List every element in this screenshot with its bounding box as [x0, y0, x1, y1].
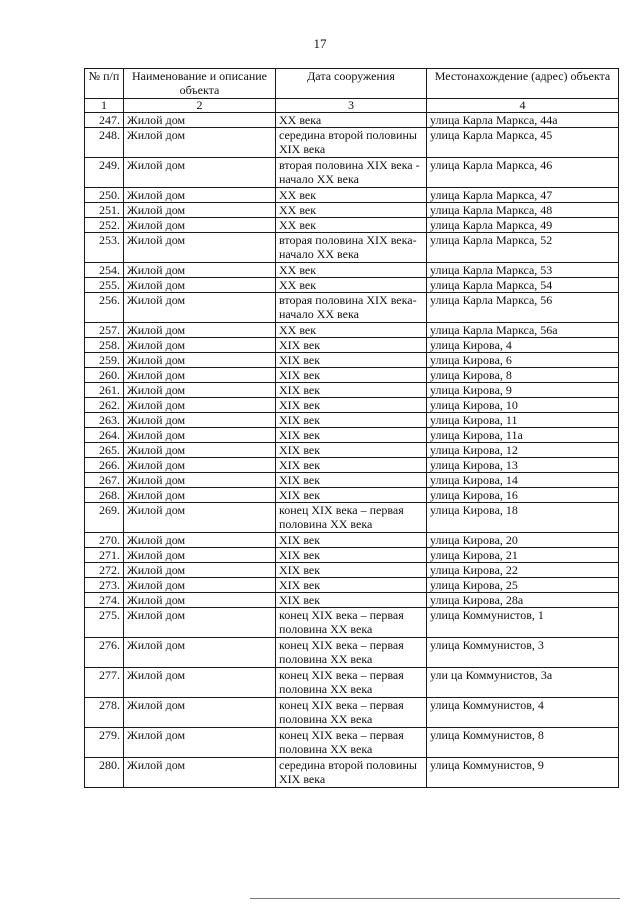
- header-location: Местонахождение (адрес) объекта: [427, 69, 619, 99]
- construction-date: XX век: [276, 218, 427, 233]
- construction-date: XIX век: [276, 413, 427, 428]
- table-row: [85, 353, 619, 368]
- row-number: 256.: [85, 293, 124, 323]
- address: улица Кирова, 18: [427, 503, 619, 533]
- row-number: 279.: [85, 728, 124, 758]
- column-number: 1: [85, 99, 124, 113]
- object-name: Жилой дом: [124, 428, 276, 443]
- scan-edge-line: [250, 898, 620, 899]
- table-row: [85, 728, 619, 758]
- column-number: 2: [124, 99, 276, 113]
- object-name: Жилой дом: [124, 458, 276, 473]
- row-number: 261.: [85, 383, 124, 398]
- row-number: 264.: [85, 428, 124, 443]
- address: улица Кирова, 14: [427, 473, 619, 488]
- object-name: Жилой дом: [124, 278, 276, 293]
- object-name: Жилой дом: [124, 593, 276, 608]
- construction-date: конец XIX века – первая половина XX века: [276, 668, 427, 698]
- row-number: 247.: [85, 113, 124, 128]
- address: улица Кирова, 9: [427, 383, 619, 398]
- row-number: 271.: [85, 548, 124, 563]
- row-number: 275.: [85, 608, 124, 638]
- row-number: 253.: [85, 233, 124, 263]
- address: улица Коммунистов, 4: [427, 698, 619, 728]
- row-number: 257.: [85, 323, 124, 338]
- table-row: [85, 638, 619, 668]
- construction-date: XIX век: [276, 458, 427, 473]
- address: улица Карла Маркса, 53: [427, 263, 619, 278]
- construction-date: XIX век: [276, 488, 427, 503]
- object-name: Жилой дом: [124, 473, 276, 488]
- object-name: Жилой дом: [124, 413, 276, 428]
- address: улица Карла Маркса, 44а: [427, 113, 619, 128]
- table-row: [85, 158, 619, 188]
- construction-date: XIX век: [276, 563, 427, 578]
- table-row: [85, 488, 619, 503]
- address: улица Кирова, 20: [427, 533, 619, 548]
- address: улица Кирова, 28а: [427, 593, 619, 608]
- construction-date: XIX век: [276, 533, 427, 548]
- object-name: Жилой дом: [124, 383, 276, 398]
- construction-date: XIX век: [276, 368, 427, 383]
- table-row: [85, 233, 619, 263]
- row-number: 263.: [85, 413, 124, 428]
- construction-date: XX век: [276, 203, 427, 218]
- table-row: [85, 503, 619, 533]
- address: ули ца Коммунистов, 3а: [427, 668, 619, 698]
- object-name: Жилой дом: [124, 188, 276, 203]
- table-row: [85, 293, 619, 323]
- address: улица Коммунистов, 3: [427, 638, 619, 668]
- construction-date: конец XIX века – первая половина XX века: [276, 608, 427, 638]
- address: улица Карла Маркса, 46: [427, 158, 619, 188]
- address: улица Коммунистов, 9: [427, 758, 619, 788]
- construction-date: XIX век: [276, 428, 427, 443]
- table-row: [85, 128, 619, 158]
- row-number: 278.: [85, 698, 124, 728]
- construction-date: вторая половина XIX века- начало XX века: [276, 233, 427, 263]
- object-name: Жилой дом: [124, 113, 276, 128]
- row-number: 250.: [85, 188, 124, 203]
- object-name: Жилой дом: [124, 548, 276, 563]
- row-number: 273.: [85, 578, 124, 593]
- row-number: 251.: [85, 203, 124, 218]
- address: улица Карла Маркса, 52: [427, 233, 619, 263]
- construction-date: конец XIX века – первая половина XX века: [276, 728, 427, 758]
- address: улица Кирова, 22: [427, 563, 619, 578]
- construction-date: конец XIX века – первая половина XX века: [276, 503, 427, 533]
- table-row: [85, 203, 619, 218]
- table-header-row: [85, 69, 619, 99]
- address: улица Кирова, 11а: [427, 428, 619, 443]
- construction-date: XX век: [276, 188, 427, 203]
- object-name: Жилой дом: [124, 398, 276, 413]
- row-number: 254.: [85, 263, 124, 278]
- address: улица Кирова, 12: [427, 443, 619, 458]
- address: улица Карла Маркса, 56: [427, 293, 619, 323]
- table-row: [85, 473, 619, 488]
- address: улица Коммунистов, 8: [427, 728, 619, 758]
- table-row: [85, 323, 619, 338]
- object-name: Жилой дом: [124, 128, 276, 158]
- table-row: [85, 428, 619, 443]
- column-number: 4: [427, 99, 619, 113]
- object-name: Жилой дом: [124, 668, 276, 698]
- row-number: 265.: [85, 443, 124, 458]
- construction-date: XIX век: [276, 338, 427, 353]
- object-name: Жилой дом: [124, 353, 276, 368]
- row-number: 258.: [85, 338, 124, 353]
- address: улица Кирова, 6: [427, 353, 619, 368]
- object-name: Жилой дом: [124, 488, 276, 503]
- object-name: Жилой дом: [124, 323, 276, 338]
- construction-date: вторая половина XIX века - начало XX века: [276, 158, 427, 188]
- row-number: 266.: [85, 458, 124, 473]
- row-number: 248.: [85, 128, 124, 158]
- table-row: [85, 563, 619, 578]
- construction-date: XIX век: [276, 473, 427, 488]
- address: улица Кирова, 10: [427, 398, 619, 413]
- row-number: 268.: [85, 488, 124, 503]
- table-row: [85, 698, 619, 728]
- object-name: Жилой дом: [124, 608, 276, 638]
- construction-date: XIX век: [276, 578, 427, 593]
- address: улица Карла Маркса, 56а: [427, 323, 619, 338]
- address: улица Кирова, 16: [427, 488, 619, 503]
- table-row: [85, 278, 619, 293]
- object-name: Жилой дом: [124, 293, 276, 323]
- column-number: 3: [276, 99, 427, 113]
- table-row: [85, 593, 619, 608]
- address: улица Кирова, 11: [427, 413, 619, 428]
- table-row: [85, 533, 619, 548]
- address: улица Карла Маркса, 45: [427, 128, 619, 158]
- address: улица Кирова, 8: [427, 368, 619, 383]
- page-number: 17: [313, 36, 327, 51]
- table-row: [85, 368, 619, 383]
- construction-date: XIX век: [276, 443, 427, 458]
- address: улица Карла Маркса, 49: [427, 218, 619, 233]
- object-name: Жилой дом: [124, 728, 276, 758]
- row-number: 272.: [85, 563, 124, 578]
- object-name: Жилой дом: [124, 233, 276, 263]
- row-number: 270.: [85, 533, 124, 548]
- object-name: Жилой дом: [124, 218, 276, 233]
- table-row: [85, 413, 619, 428]
- object-name: Жилой дом: [124, 503, 276, 533]
- row-number: 259.: [85, 353, 124, 368]
- row-number: 276.: [85, 638, 124, 668]
- row-number: 277.: [85, 668, 124, 698]
- object-name: Жилой дом: [124, 263, 276, 278]
- address: улица Кирова, 4: [427, 338, 619, 353]
- row-number: 252.: [85, 218, 124, 233]
- object-name: Жилой дом: [124, 203, 276, 218]
- object-name: Жилой дом: [124, 563, 276, 578]
- construction-date: XIX век: [276, 398, 427, 413]
- header-number: № п/п: [85, 69, 124, 99]
- table-row: [85, 398, 619, 413]
- construction-date: вторая половина XIX века- начало XX века: [276, 293, 427, 323]
- row-number: 269.: [85, 503, 124, 533]
- construction-date: середина второй половины XIX века: [276, 758, 427, 788]
- heritage-objects-table: [84, 68, 619, 788]
- object-name: Жилой дом: [124, 638, 276, 668]
- construction-date: XX век: [276, 323, 427, 338]
- construction-date: XIX век: [276, 548, 427, 563]
- table-row: [85, 338, 619, 353]
- construction-date: XIX век: [276, 593, 427, 608]
- row-number: 262.: [85, 398, 124, 413]
- construction-date: конец XIX века – первая половина XX века: [276, 698, 427, 728]
- row-number: 255.: [85, 278, 124, 293]
- table-row: [85, 458, 619, 473]
- row-number: 280.: [85, 758, 124, 788]
- construction-date: XIX век: [276, 353, 427, 368]
- address: улица Карла Маркса, 54: [427, 278, 619, 293]
- construction-date: XX век: [276, 278, 427, 293]
- table-row: [85, 383, 619, 398]
- address: улица Кирова, 21: [427, 548, 619, 563]
- header-construction-date: Дата сооружения: [276, 69, 427, 99]
- table-row: [85, 263, 619, 278]
- row-number: 267.: [85, 473, 124, 488]
- row-number: 249.: [85, 158, 124, 188]
- construction-date: конец XIX века – первая половина XX века: [276, 638, 427, 668]
- table-row: [85, 188, 619, 203]
- construction-date: XX век: [276, 263, 427, 278]
- object-name: Жилой дом: [124, 698, 276, 728]
- column-number-row: [85, 99, 619, 113]
- table-row: [85, 218, 619, 233]
- row-number: 274.: [85, 593, 124, 608]
- table-row: [85, 608, 619, 638]
- address: улица Кирова, 25: [427, 578, 619, 593]
- object-name: Жилой дом: [124, 758, 276, 788]
- address: улица Кирова, 13: [427, 458, 619, 473]
- object-name: Жилой дом: [124, 443, 276, 458]
- object-name: Жилой дом: [124, 578, 276, 593]
- construction-date: XX века: [276, 113, 427, 128]
- object-name: Жилой дом: [124, 338, 276, 353]
- table-row: [85, 113, 619, 128]
- address: улица Коммунистов, 1: [427, 608, 619, 638]
- table-row: [85, 578, 619, 593]
- address: улица Карла Маркса, 47: [427, 188, 619, 203]
- address: улица Карла Маркса, 48: [427, 203, 619, 218]
- construction-date: XIX век: [276, 383, 427, 398]
- table-row: [85, 548, 619, 563]
- header-object-name: Наименование и описание объекта: [124, 69, 276, 99]
- construction-date: середина второй половины XIX века: [276, 128, 427, 158]
- object-name: Жилой дом: [124, 158, 276, 188]
- object-name: Жилой дом: [124, 368, 276, 383]
- row-number: 260.: [85, 368, 124, 383]
- table-row: [85, 443, 619, 458]
- object-name: Жилой дом: [124, 533, 276, 548]
- table-row: [85, 668, 619, 698]
- table-row: [85, 758, 619, 788]
